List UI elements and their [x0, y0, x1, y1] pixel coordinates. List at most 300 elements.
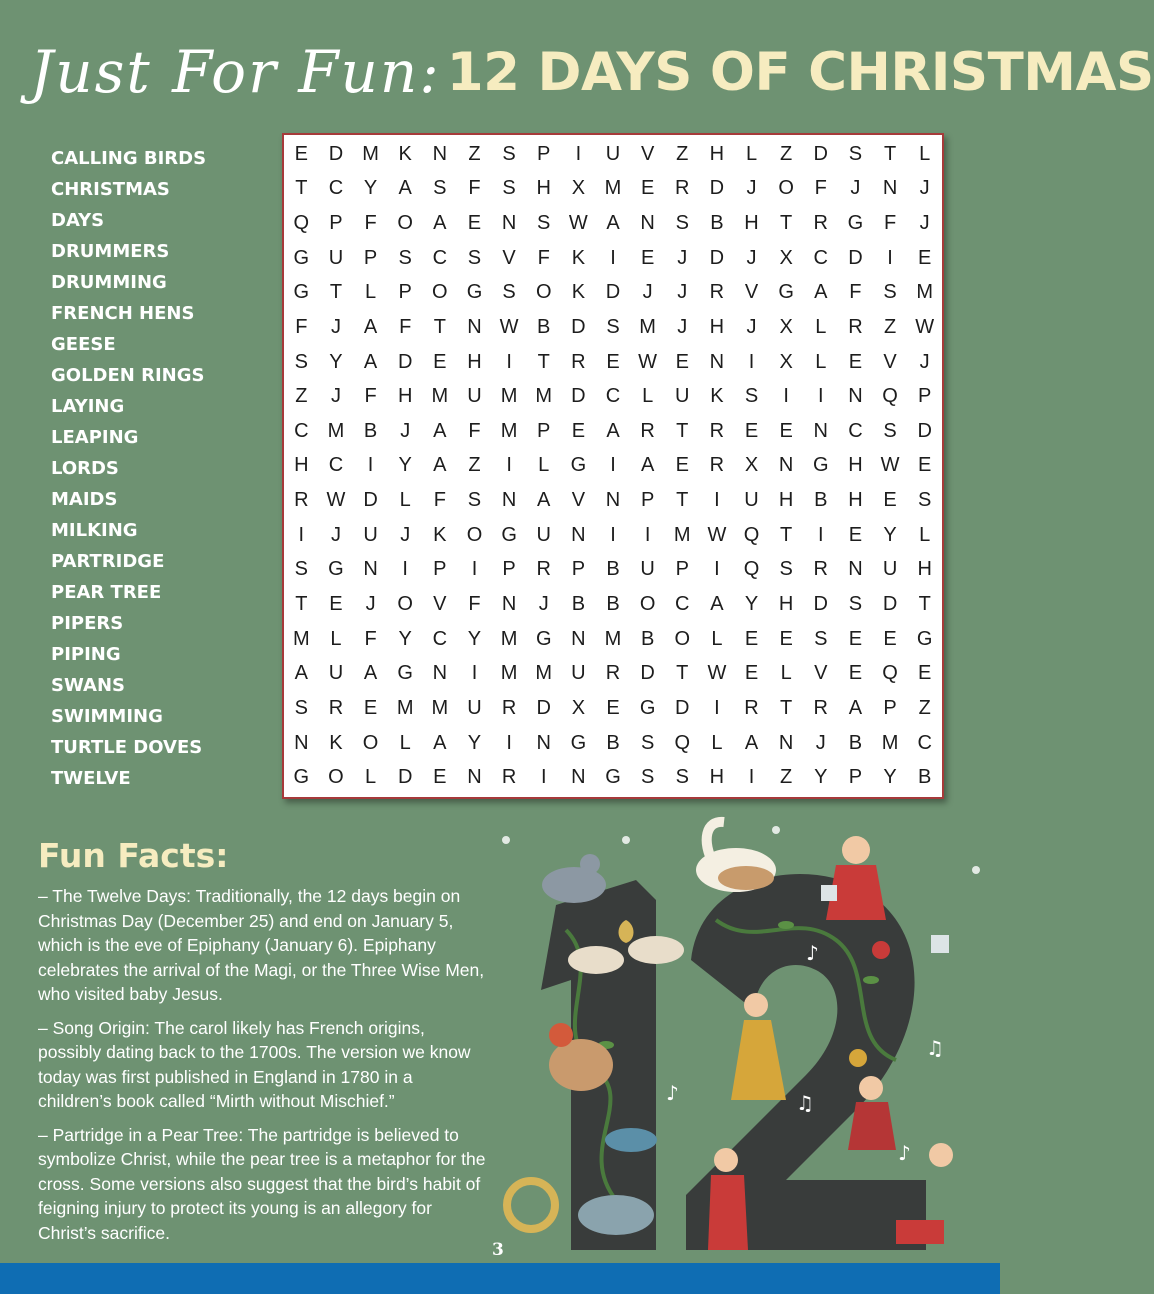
grid-letter: W [638, 350, 658, 373]
grid-letter: F [468, 593, 481, 616]
grid-letter: C [328, 454, 344, 477]
grid-letter: H [848, 489, 863, 512]
grid-letter: F [468, 419, 481, 442]
grid-letter: T [676, 419, 689, 442]
grid-letter: S [294, 558, 308, 581]
grid-letter: D [536, 696, 551, 719]
grid-letter: I [818, 385, 824, 408]
grid-letter: P [502, 558, 516, 581]
grid-letter: D [882, 593, 898, 616]
grid-letter: L [642, 385, 654, 408]
grid-letter: C [605, 385, 621, 408]
grid-letter: R [294, 489, 309, 512]
grid-letter: S [814, 627, 828, 650]
grid-letter: J [365, 593, 376, 616]
bottom-bar [0, 1263, 1000, 1294]
grid-letter: D [571, 315, 586, 338]
grid-letter: R [813, 558, 828, 581]
grid-letter: S [675, 212, 689, 235]
grid-letter: I [748, 766, 755, 789]
grid-letter: J [677, 281, 688, 304]
music-note-icon: ♪ [806, 941, 819, 965]
word-list-item: PARTRIDGE [51, 551, 165, 572]
grid-letter: H [917, 558, 932, 581]
grid-letter: L [745, 142, 758, 165]
grid-letter: D [363, 489, 378, 512]
grid-letter: M [535, 662, 553, 685]
grid-letter: I [506, 454, 512, 477]
grid-letter: E [640, 177, 655, 200]
grid-letter: I [887, 246, 893, 269]
grid-letter: G [328, 558, 344, 581]
grid-letter: U [744, 489, 759, 512]
french-hen-icon [549, 1039, 613, 1091]
word-list-item: FRENCH HENS [51, 303, 195, 324]
grid-letter: S [883, 281, 897, 304]
grid-letter: W [707, 523, 727, 546]
grid-letter: Z [468, 142, 481, 165]
grid-letter: E [640, 246, 655, 269]
grid-letter: M [500, 627, 518, 650]
grid-letter: W [880, 454, 900, 477]
page-header [30, 22, 1154, 122]
grid-letter: D [917, 419, 932, 442]
grid-letter: Y [883, 523, 897, 546]
grid-letter: I [783, 385, 789, 408]
grid-letter: O [639, 593, 656, 616]
grid-letter: F [883, 212, 897, 235]
grid-letter: E [675, 350, 689, 373]
grid-letter: L [780, 662, 792, 685]
grid-letter: E [883, 627, 897, 650]
fact-paragraph: – Song Origin: The carol likely has French origins, possibly dating back to the 1700s. The version we know today was first published in England in 1780 in a children’s book called “Mirth without Mischief.” [38, 1017, 471, 1111]
grid-letter: I [714, 558, 720, 581]
grid-letter: E [779, 419, 793, 442]
grid-letter: M [673, 523, 691, 546]
word-list-item: TWELVE [51, 768, 131, 789]
grid-letter: N [467, 315, 482, 338]
grid-letter: T [295, 593, 308, 616]
grid-letter: A [744, 731, 759, 754]
grid-letter: D [709, 246, 725, 269]
grid-letter: U [467, 696, 482, 719]
grid-letter: I [298, 523, 305, 546]
grid-letter: N [882, 177, 898, 200]
grid-letter: M [881, 731, 899, 754]
grid-letter: P [398, 281, 412, 304]
word-search-grid [282, 133, 944, 799]
grid-letter: I [575, 142, 582, 165]
grid-letter: B [848, 731, 863, 754]
grid-letter: Q [882, 385, 898, 408]
grid-letter: J [746, 246, 757, 269]
grid-letter: N [605, 489, 621, 512]
grid-letter: I [610, 523, 616, 546]
grid-letter: I [506, 350, 512, 373]
grid-letter: N [501, 212, 517, 235]
grid-letter: U [605, 142, 621, 165]
grid-letter: M [916, 281, 934, 304]
grid-letter: R [813, 696, 828, 719]
grid-letter: B [571, 593, 586, 616]
grid-letter: E [363, 696, 378, 719]
grid-letter: A [537, 489, 551, 512]
grid-letter: F [364, 212, 377, 235]
grid-letter: G [916, 627, 933, 650]
grid-letter: G [847, 212, 864, 235]
grid-letter: C [917, 731, 932, 754]
grid-letter: Z [780, 142, 793, 165]
grid-letter: A [363, 350, 378, 373]
grid-letter: D [328, 142, 344, 165]
grid-letter: Y [398, 454, 412, 477]
grid-letter: G [397, 662, 413, 685]
grid-letter: P [433, 558, 447, 581]
grid-letter: V [433, 593, 447, 616]
grid-letter: D [709, 177, 725, 200]
grid-letter: A [606, 419, 620, 442]
grid-letter: Q [743, 558, 760, 581]
grid-letter: J [919, 212, 930, 235]
grid-letter: F [468, 177, 481, 200]
grid-letter: N [501, 489, 517, 512]
grid-letter: C [675, 593, 690, 616]
grid-letter: O [535, 281, 552, 304]
grid-letter: N [778, 454, 794, 477]
grid-letter: I [367, 454, 374, 477]
grid-letter: M [431, 385, 449, 408]
grid-letter: L [365, 281, 377, 304]
grid-letter: E [467, 212, 482, 235]
word-list-item: DRUMMING [51, 272, 167, 293]
grid-letter: W [568, 212, 588, 235]
grid-letter: R [501, 766, 517, 789]
grid-letter: P [675, 558, 689, 581]
grid-letter: M [431, 696, 449, 719]
grid-letter: A [363, 315, 378, 338]
grid-letter: Z [780, 766, 793, 789]
grid-letter: W [499, 315, 519, 338]
grid-letter: M [362, 142, 379, 165]
grid-letter: D [605, 281, 621, 304]
drummer-icon [929, 1143, 953, 1167]
grid-letter: J [746, 177, 757, 200]
grid-letter: R [675, 177, 690, 200]
grid-letter: P [363, 246, 378, 269]
grid-letter: J [330, 315, 341, 338]
grid-letter: R [744, 696, 759, 719]
grid-letter: I [610, 246, 616, 269]
grid-letter: Z [468, 454, 481, 477]
grid-letter: C [294, 419, 309, 442]
word-list-item: MAIDS [51, 489, 118, 510]
grid-letter: O [674, 627, 691, 650]
grid-letter: F [433, 489, 446, 512]
grid-letter: A [606, 212, 620, 235]
grid-letter: B [710, 212, 724, 235]
grid-letter: S [537, 212, 551, 235]
grid-letter: O [328, 766, 344, 789]
grid-letter: E [848, 523, 863, 546]
grid-letter: G [778, 281, 794, 304]
grid-letter: E [848, 662, 863, 685]
grid-letter: F [814, 177, 827, 200]
grid-letter: J [538, 593, 549, 616]
page-number: 3 [492, 1240, 504, 1260]
grid-letter: N [363, 558, 378, 581]
grid-letter: I [714, 696, 720, 719]
grid-letter: A [433, 419, 447, 442]
grid-letter: L [365, 766, 377, 789]
grid-letter: L [538, 454, 550, 477]
fact-paragraph: – Partridge in a Pear Tree: The partridge is believed to symbolize Christ, while the pear tree is a metaphor for the cross. Some versions also suggest that the bird’s habit of feigning injury to protect its young is an allegory for Christ’s sacrifice. [38, 1124, 486, 1243]
grid-letter: X [571, 696, 586, 719]
grid-letter: S [502, 281, 516, 304]
grid-letter: Z [918, 696, 931, 719]
grid-letter: Y [814, 766, 828, 789]
grid-letter: B [606, 593, 620, 616]
grid-letter: B [918, 766, 932, 789]
grid-letter: Q [743, 523, 760, 546]
grid-letter: L [330, 627, 342, 650]
grid-letter: E [848, 627, 863, 650]
grid-letter: D [397, 350, 413, 373]
word-list-item: PEAR TREE [51, 582, 162, 603]
grid-letter: I [644, 523, 651, 546]
grid-letter: D [571, 385, 586, 408]
grid-letter: K [398, 142, 412, 165]
grid-letter: G [293, 246, 310, 269]
grid-letter: N [501, 593, 517, 616]
grid-letter: S [675, 766, 689, 789]
grid-letter: P [883, 696, 897, 719]
grid-letter: O [397, 593, 413, 616]
word-list-item: DAYS [51, 210, 105, 231]
grid-letter: X [779, 350, 793, 373]
grid-letter: E [571, 419, 586, 442]
grid-letter: R [640, 419, 655, 442]
ornament-icon [849, 1049, 867, 1067]
word-list-item: SWANS [51, 675, 125, 696]
grid-letter: G [535, 627, 552, 650]
word-list-item: DRUMMERS [51, 241, 170, 262]
grid-letter: D [813, 142, 828, 165]
grid-letter: B [363, 419, 378, 442]
grid-letter: R [501, 696, 517, 719]
grid-letter: N [432, 662, 448, 685]
grid-letter: F [399, 315, 412, 338]
grid-letter: Q [882, 662, 898, 685]
grid-letter: V [640, 142, 655, 165]
grid-letter: W [707, 662, 727, 685]
twelve-days-illustration-icon [486, 810, 1000, 1262]
grid-letter: V [814, 662, 828, 685]
music-note-icon: ♪ [898, 1141, 911, 1165]
grid-letter: T [883, 142, 897, 165]
grid-letter: V [744, 281, 759, 304]
word-list-item: GEESE [51, 334, 116, 355]
grid-letter: H [709, 766, 725, 789]
grid-letter: Z [295, 385, 308, 408]
grid-letter: N [778, 731, 794, 754]
grid-letter: B [537, 315, 551, 338]
grid-letter: L [815, 315, 827, 338]
grid-letter: H [778, 489, 794, 512]
grid-letter: H [709, 142, 725, 165]
grid-letter: K [571, 246, 586, 269]
grid-letter: N [848, 385, 863, 408]
grid-letter: E [606, 350, 620, 373]
word-list-item: LEAPING [51, 427, 139, 448]
grid-letter: Q [674, 731, 691, 754]
grid-letter: T [918, 593, 931, 616]
grid-letter: E [918, 662, 932, 685]
grid-letter: S [502, 177, 516, 200]
grid-letter: S [433, 177, 447, 200]
grid-letter: I [471, 662, 478, 685]
grid-letter: R [709, 419, 725, 442]
grid-letter: R [605, 662, 621, 685]
grid-letter: M [327, 419, 345, 442]
grid-letter: S [294, 696, 308, 719]
word-list-item: LORDS [51, 458, 119, 479]
dancing-lady-icon [744, 993, 768, 1017]
grid-letter: M [396, 696, 414, 719]
grid-letter: H [848, 454, 863, 477]
grid-letter: N [813, 419, 828, 442]
grid-letter: N [571, 523, 586, 546]
grid-letter: J [677, 315, 688, 338]
grid-letter: T [295, 177, 308, 200]
grid-letter: R [813, 212, 828, 235]
golden-ring-icon [507, 1181, 555, 1229]
grid-letter: P [537, 142, 551, 165]
grid-letter: E [883, 489, 897, 512]
lord-leaping-icon [859, 1076, 883, 1100]
grid-letter: S [606, 315, 620, 338]
grid-letter: Y [329, 350, 343, 373]
grid-letter: H [397, 385, 413, 408]
grid-letter: Y [744, 593, 759, 616]
grid-letter: G [570, 454, 587, 477]
grid-letter: E [744, 419, 759, 442]
grid-letter: S [640, 731, 655, 754]
grid-letter: O [397, 212, 413, 235]
grid-letter: R [848, 315, 863, 338]
grid-letter: L [711, 627, 723, 650]
grid-letter: J [400, 523, 411, 546]
grid-letter: D [848, 246, 863, 269]
grid-letter: E [848, 350, 863, 373]
grid-letter: C [813, 246, 828, 269]
grid-letter: V [502, 246, 516, 269]
grid-letter: S [848, 593, 863, 616]
grid-letter: T [537, 350, 550, 373]
grid-letter: S [779, 558, 793, 581]
grid-letter: U [363, 523, 378, 546]
grid-letter: F [849, 281, 862, 304]
grid-letter: C [432, 627, 448, 650]
grid-letter: T [780, 523, 793, 546]
grid-letter: E [433, 350, 447, 373]
grid-letter: F [537, 246, 550, 269]
grid-letter: S [640, 766, 655, 789]
grid-letter: K [571, 281, 586, 304]
grid-letter: N [294, 731, 309, 754]
grid-letter: N [571, 627, 586, 650]
grid-letter: K [329, 731, 343, 754]
calling-bird-icon [605, 1128, 657, 1152]
grid-letter: R [709, 281, 725, 304]
grid-letter: M [500, 385, 518, 408]
grid-letter: R [709, 454, 725, 477]
grid-letter: S [918, 489, 932, 512]
grid-letter: A [433, 731, 447, 754]
music-note-icon: ♪ [666, 1081, 679, 1105]
grid-letter: Y [363, 177, 378, 200]
grid-letter: K [433, 523, 447, 546]
grid-letter: M [604, 177, 622, 200]
grid-letter: I [748, 350, 755, 373]
grid-letter: S [744, 385, 759, 408]
grid-letter: S [294, 350, 308, 373]
grid-letter: P [848, 766, 863, 789]
word-list-item: SWIMMING [51, 706, 163, 727]
facts-section [38, 884, 486, 1254]
grid-letter: J [919, 350, 930, 373]
grid-letter: F [364, 627, 377, 650]
grid-letter: N [709, 350, 725, 373]
grid-letter: D [397, 766, 413, 789]
grid-letter: G [639, 696, 656, 719]
grid-letter: L [919, 142, 931, 165]
grid-letter: M [604, 627, 622, 650]
grid-letter: U [536, 523, 551, 546]
grid-letter: Y [467, 627, 482, 650]
grid-letter: Z [676, 142, 689, 165]
grid-letter: T [329, 281, 343, 304]
grid-letter: P [537, 419, 551, 442]
grid-letter: E [918, 454, 932, 477]
goose-icon [578, 1195, 654, 1235]
grid-letter: M [535, 385, 553, 408]
grid-letter: L [711, 731, 723, 754]
grid-letter: J [642, 281, 653, 304]
grid-letter: J [746, 315, 757, 338]
grid-letter: P [640, 489, 655, 512]
grid-letter: A [363, 662, 378, 685]
grid-letter: M [292, 627, 310, 650]
grid-letter: C [328, 177, 344, 200]
grid-letter: G [570, 731, 587, 754]
grid-letter: U [882, 558, 898, 581]
grid-letter: F [295, 315, 308, 338]
word-list-item: CALLING BIRDS [51, 148, 207, 169]
grid-letter: H [744, 212, 759, 235]
grid-letter: U [328, 662, 344, 685]
grid-letter: R [328, 696, 344, 719]
grid-letter: S [398, 246, 412, 269]
grid-letter: H [467, 350, 482, 373]
grid-letter: B [606, 731, 620, 754]
grid-letter: K [710, 385, 724, 408]
grid-letter: C [432, 246, 448, 269]
page-title: 12 DAYS OF CHRISTMAS [446, 41, 1154, 103]
grid-letter: U [640, 558, 655, 581]
grid-letter: G [293, 766, 310, 789]
grid-letter: T [780, 212, 793, 235]
grid-letter: P [571, 558, 586, 581]
